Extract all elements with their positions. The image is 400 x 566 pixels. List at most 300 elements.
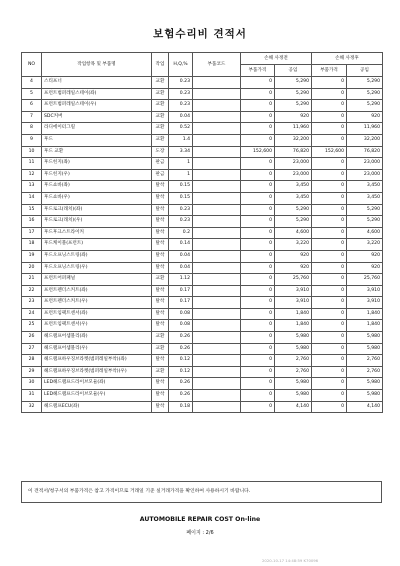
table-row	[22, 123, 383, 135]
cell-no: 14	[22, 192, 42, 204]
header-before: 손해 사정전	[241, 53, 312, 65]
estimate-rows	[22, 77, 383, 413]
cell-no: 25	[22, 320, 42, 332]
cell-no: 15	[22, 204, 42, 216]
table-row	[22, 320, 383, 332]
cell-code	[193, 355, 241, 367]
cell-no: 24	[22, 308, 42, 320]
cell-code	[193, 297, 241, 309]
cell-ap: 0	[312, 320, 347, 332]
cell-bl: 3,220	[275, 239, 312, 251]
cell-work: 도장	[152, 146, 169, 158]
cell-al: 76,820	[347, 146, 383, 158]
cell-bp: 0	[241, 274, 275, 286]
cell-bl: 920	[275, 111, 312, 123]
footer-brand: AUTOMOBILE REPAIR COST On-line	[139, 516, 261, 523]
cell-bp: 0	[241, 250, 275, 262]
header-before-labor: 공임	[275, 65, 312, 77]
cell-no: 22	[22, 285, 42, 297]
table-row	[22, 250, 383, 262]
cell-al: 3,450	[347, 192, 383, 204]
cell-ap: 152,600	[312, 146, 347, 158]
cell-name: 후드	[42, 134, 152, 146]
cell-code	[193, 158, 241, 170]
cell-no: 18	[22, 239, 42, 251]
cell-work: 교환	[152, 366, 169, 378]
cell-bp: 0	[241, 332, 275, 344]
cell-work: 교환	[152, 111, 169, 123]
cell-bl: 2,760	[275, 366, 312, 378]
cell-al: 5,290	[347, 216, 383, 228]
header-code: 부품코드	[193, 53, 241, 77]
cell-code	[193, 88, 241, 100]
print-stamp: 2020-10-17 14:48:59 K70096	[262, 558, 319, 563]
cell-al: 5,290	[347, 77, 383, 89]
cell-name: 프런트펜더스커트(좌)	[42, 285, 152, 297]
table-row	[22, 297, 383, 309]
cell-code	[193, 181, 241, 193]
cell-name: 프런트임팩트센서(좌)	[42, 308, 152, 320]
cell-bl: 4,600	[275, 227, 312, 239]
cell-bp: 0	[241, 297, 275, 309]
cell-hq: 0.17	[169, 297, 193, 309]
cell-al: 3,910	[347, 285, 383, 297]
cell-hq: 0.2	[169, 227, 193, 239]
cell-al: 920	[347, 250, 383, 262]
cell-no: 7	[22, 111, 42, 123]
cell-no: 29	[22, 366, 42, 378]
cell-bl: 1,840	[275, 320, 312, 332]
cell-work: 탈착	[152, 355, 169, 367]
cell-code	[193, 320, 241, 332]
cell-hq: 0.26	[169, 390, 193, 402]
cell-al: 3,220	[347, 239, 383, 251]
cell-bp: 0	[241, 355, 275, 367]
cell-work: 탈착	[152, 192, 169, 204]
cell-work: 탈착	[152, 204, 169, 216]
table-row	[22, 262, 383, 274]
cell-work: 교환	[152, 134, 169, 146]
cell-ap: 0	[312, 169, 347, 181]
cell-code	[193, 239, 241, 251]
cell-name: 후드후크스트라이커	[42, 227, 152, 239]
cell-ap: 0	[312, 204, 347, 216]
cell-bp: 0	[241, 378, 275, 390]
cell-code	[193, 366, 241, 378]
cell-bp: 0	[241, 158, 275, 170]
header-work: 작업	[152, 53, 169, 77]
cell-bp: 0	[241, 216, 275, 228]
cell-bp: 0	[241, 88, 275, 100]
cell-hq: 0.04	[169, 262, 193, 274]
cell-name: 후드힌지(좌)	[42, 158, 152, 170]
cell-work: 탈착	[152, 250, 169, 262]
cell-work: 교환	[152, 88, 169, 100]
cell-no: 12	[22, 169, 42, 181]
page-number: 페이지 : 2/6	[186, 530, 214, 536]
cell-al: 25,760	[347, 274, 383, 286]
cell-work: 교환	[152, 332, 169, 344]
cell-code	[193, 134, 241, 146]
cell-code	[193, 100, 241, 112]
cell-name: 프런트범퍼레일스테이(좌)	[42, 88, 152, 100]
cell-code	[193, 204, 241, 216]
cell-bp: 0	[241, 111, 275, 123]
cell-code	[193, 146, 241, 158]
cell-name: 후드케이블(프런트)	[42, 239, 152, 251]
cell-code	[193, 250, 241, 262]
cell-work: 탈착	[152, 262, 169, 274]
cell-al: 5,290	[347, 100, 383, 112]
cell-bp: 0	[241, 192, 275, 204]
cell-ap: 0	[312, 355, 347, 367]
cell-ap: 0	[312, 390, 347, 402]
cell-hq: 0.04	[169, 250, 193, 262]
header-no: NO	[22, 53, 42, 77]
cell-bl: 5,980	[275, 343, 312, 355]
cell-bl: 5,980	[275, 378, 312, 390]
table-row	[22, 192, 383, 204]
cell-work: 교환	[152, 274, 169, 286]
cell-name: 후드오프닝스트링(좌)	[42, 250, 152, 262]
cell-work: 탈착	[152, 401, 169, 413]
cell-name: SDC커버	[42, 111, 152, 123]
cell-al: 23,000	[347, 158, 383, 170]
cell-name: 헤드램프어셈블리(우)	[42, 343, 152, 355]
cell-ap: 0	[312, 297, 347, 309]
cell-al: 32,200	[347, 134, 383, 146]
cell-work: 탈착	[152, 297, 169, 309]
cell-al: 3,450	[347, 181, 383, 193]
cell-hq: 0.14	[169, 239, 193, 251]
cell-ap: 0	[312, 100, 347, 112]
header-item: 작업항목 및 부품명	[42, 53, 152, 77]
cell-ap: 0	[312, 181, 347, 193]
table-row	[22, 378, 383, 390]
cell-bl: 5,980	[275, 390, 312, 402]
cell-al: 4,140	[347, 401, 383, 413]
cell-code	[193, 401, 241, 413]
cell-code	[193, 123, 241, 135]
cell-name: 후드 교환	[42, 146, 152, 158]
cell-al: 5,980	[347, 332, 383, 344]
cell-work: 탈착	[152, 181, 169, 193]
cell-bp: 0	[241, 308, 275, 320]
cell-bp: 0	[241, 181, 275, 193]
cell-bl: 2,760	[275, 355, 312, 367]
cell-code	[193, 343, 241, 355]
cell-ap: 0	[312, 111, 347, 123]
cell-name: 프런트범퍼레일스테이(우)	[42, 100, 152, 112]
cell-hq: 0.04	[169, 111, 193, 123]
cell-hq: 0.23	[169, 216, 193, 228]
cell-bl: 11,960	[275, 123, 312, 135]
cell-al: 5,980	[347, 378, 383, 390]
cell-name: 후드힌지(우)	[42, 169, 152, 181]
cell-bl: 76,820	[275, 146, 312, 158]
cell-hq: 0.15	[169, 181, 193, 193]
cell-al: 3,910	[347, 297, 383, 309]
cell-hq: 0.23	[169, 77, 193, 89]
cell-no: 13	[22, 181, 42, 193]
cell-code	[193, 308, 241, 320]
table-row	[22, 308, 383, 320]
cell-code	[193, 77, 241, 89]
header-after: 손해 사정후	[312, 53, 383, 65]
cell-no: 23	[22, 297, 42, 309]
cell-name: 후드로크(래치)(우)	[42, 216, 152, 228]
cell-no: 32	[22, 401, 42, 413]
cell-bl: 3,450	[275, 192, 312, 204]
table-row	[22, 88, 383, 100]
cell-hq: 0.23	[169, 88, 193, 100]
cell-work: 탈착	[152, 227, 169, 239]
cell-work: 탈착	[152, 239, 169, 251]
cell-name: LED헤드램프드라이브모듈(좌)	[42, 378, 152, 390]
cell-ap: 0	[312, 274, 347, 286]
cell-ap: 0	[312, 378, 347, 390]
cell-ap: 0	[312, 401, 347, 413]
cell-code	[193, 227, 241, 239]
cell-hq: 1.12	[169, 274, 193, 286]
cell-bl: 5,290	[275, 77, 312, 89]
cell-al: 2,760	[347, 355, 383, 367]
cell-no: 28	[22, 355, 42, 367]
cell-bp: 0	[241, 390, 275, 402]
cell-no: 26	[22, 332, 42, 344]
cell-al: 5,980	[347, 390, 383, 402]
cell-name: 후드쇼바(우)	[42, 192, 152, 204]
cell-bp: 0	[241, 169, 275, 181]
cell-hq: 0.23	[169, 204, 193, 216]
cell-name: 후드오프닝스트링(우)	[42, 262, 152, 274]
cell-hq: 0.17	[169, 285, 193, 297]
cell-name: LED헤드램프드라이브모듈(우)	[42, 390, 152, 402]
cell-bl: 3,450	[275, 181, 312, 193]
table-row	[22, 111, 383, 123]
cell-name: 후드쇼바(좌)	[42, 181, 152, 193]
cell-code	[193, 285, 241, 297]
table-row	[22, 274, 383, 286]
cell-no: 31	[22, 390, 42, 402]
cell-ap: 0	[312, 250, 347, 262]
cell-name: 후드로크(래치)(좌)	[42, 204, 152, 216]
cell-bl: 25,760	[275, 274, 312, 286]
cell-no: 17	[22, 227, 42, 239]
table-row	[22, 169, 383, 181]
cell-hq: 0.08	[169, 320, 193, 332]
cell-work: 교환	[152, 100, 169, 112]
cell-bp: 0	[241, 320, 275, 332]
cell-al: 2,760	[347, 366, 383, 378]
table-row	[22, 366, 383, 378]
table-row	[22, 77, 383, 89]
cell-bp: 0	[241, 134, 275, 146]
cell-name: 스티프너	[42, 77, 152, 89]
cell-work: 교환	[152, 77, 169, 89]
cell-no: 8	[22, 123, 42, 135]
cell-hq: 1	[169, 158, 193, 170]
cell-code	[193, 390, 241, 402]
cell-ap: 0	[312, 285, 347, 297]
cell-bl: 5,980	[275, 332, 312, 344]
cell-hq: 0.26	[169, 332, 193, 344]
cell-no: 4	[22, 77, 42, 89]
cell-work: 탈착	[152, 378, 169, 390]
cell-hq: 0.08	[169, 308, 193, 320]
cell-work: 탈착	[152, 285, 169, 297]
cell-code	[193, 169, 241, 181]
cell-code	[193, 111, 241, 123]
table-row	[22, 390, 383, 402]
table-row	[22, 100, 383, 112]
cell-code	[193, 262, 241, 274]
cell-al: 5,290	[347, 204, 383, 216]
cell-bl: 1,840	[275, 308, 312, 320]
cell-no: 9	[22, 134, 42, 146]
cell-name: 헤드램프하우징브라켓(범퍼레일부착)(우)	[42, 366, 152, 378]
cell-bp: 0	[241, 366, 275, 378]
cell-no: 30	[22, 378, 42, 390]
cell-al: 5,980	[347, 343, 383, 355]
cell-no: 10	[22, 146, 42, 158]
cell-bl: 32,200	[275, 134, 312, 146]
cell-bp: 0	[241, 285, 275, 297]
table-row	[22, 355, 383, 367]
cell-ap: 0	[312, 227, 347, 239]
table-row	[22, 343, 383, 355]
cell-ap: 0	[312, 262, 347, 274]
cell-bl: 5,290	[275, 100, 312, 112]
cell-work: 탈착	[152, 320, 169, 332]
cell-name: 헤드램프하우징브라켓(범퍼레일부착)(좌)	[42, 355, 152, 367]
header-after-labor: 공임	[347, 65, 383, 77]
table-row	[22, 158, 383, 170]
cell-no: 19	[22, 250, 42, 262]
cell-hq: 3.34	[169, 146, 193, 158]
cell-ap: 0	[312, 308, 347, 320]
cell-hq: 0.12	[169, 366, 193, 378]
cell-hq: 0.23	[169, 100, 193, 112]
table-row	[22, 181, 383, 193]
cell-bl: 3,910	[275, 285, 312, 297]
cell-bp: 0	[241, 227, 275, 239]
cell-ap: 0	[312, 88, 347, 100]
cell-al: 5,290	[347, 88, 383, 100]
cell-bl: 920	[275, 250, 312, 262]
cell-al: 920	[347, 262, 383, 274]
cell-hq: 0.26	[169, 378, 193, 390]
cell-no: 16	[22, 216, 42, 228]
cell-ap: 0	[312, 216, 347, 228]
cell-bl: 4,140	[275, 401, 312, 413]
cell-work: 탈착	[152, 308, 169, 320]
cell-work: 교환	[152, 123, 169, 135]
cell-work: 교환	[152, 343, 169, 355]
cell-code	[193, 274, 241, 286]
table-row	[22, 134, 383, 146]
cell-no: 27	[22, 343, 42, 355]
cell-no: 5	[22, 88, 42, 100]
cell-ap: 0	[312, 332, 347, 344]
cell-hq: 1.4	[169, 134, 193, 146]
cell-hq: 0.15	[169, 192, 193, 204]
cell-bl: 23,000	[275, 169, 312, 181]
cell-bp: 0	[241, 204, 275, 216]
table-row	[22, 332, 383, 344]
cell-name: 헤드램프어셈블리(좌)	[42, 332, 152, 344]
cell-work: 탈착	[152, 390, 169, 402]
cell-name: 프런트임팩트센서(우)	[42, 320, 152, 332]
cell-bl: 23,000	[275, 158, 312, 170]
cell-bp: 0	[241, 262, 275, 274]
cell-no: 20	[22, 262, 42, 274]
cell-hq: 0.18	[169, 401, 193, 413]
table-row	[22, 285, 383, 297]
cell-al: 11,960	[347, 123, 383, 135]
cell-bp: 0	[241, 100, 275, 112]
table-row	[22, 146, 383, 158]
cell-al: 1,840	[347, 308, 383, 320]
cell-bp: 0	[241, 77, 275, 89]
cell-code	[193, 378, 241, 390]
header-before-part-price: 부품가격	[241, 65, 275, 77]
cell-ap: 0	[312, 134, 347, 146]
cell-work: 판금	[152, 169, 169, 181]
cell-no: 21	[22, 274, 42, 286]
cell-no: 11	[22, 158, 42, 170]
cell-no: 6	[22, 100, 42, 112]
cell-name: 헤드램프ECU(좌)	[42, 401, 152, 413]
document-title: 보험수리비 견적서	[153, 28, 247, 40]
cell-code	[193, 216, 241, 228]
cell-al: 1,840	[347, 320, 383, 332]
table-row	[22, 227, 383, 239]
cell-work: 탈착	[152, 216, 169, 228]
cell-bl: 5,290	[275, 204, 312, 216]
cell-hq: 0.26	[169, 343, 193, 355]
cell-hq: 0.12	[169, 355, 193, 367]
estimate-table	[21, 52, 383, 413]
cell-work: 판금	[152, 158, 169, 170]
cell-al: 4,600	[347, 227, 383, 239]
cell-bl: 920	[275, 262, 312, 274]
cell-ap: 0	[312, 343, 347, 355]
notice-box: 이 견적서/청구서의 부품가격은 참고 가격이므로 거래일 기준 실거래가격을 확인하여 사용하시기 바랍니다.	[21, 481, 382, 503]
header-hq: H,Q,%	[169, 53, 193, 77]
cell-ap: 0	[312, 77, 347, 89]
header-after-part-price: 부품가격	[312, 65, 347, 77]
header-row-1	[22, 53, 383, 65]
cell-al: 23,000	[347, 169, 383, 181]
table-row	[22, 239, 383, 251]
cell-code	[193, 192, 241, 204]
cell-bl: 3,910	[275, 297, 312, 309]
cell-hq: 0.52	[169, 123, 193, 135]
cell-ap: 0	[312, 158, 347, 170]
cell-bp: 0	[241, 401, 275, 413]
cell-bp: 0	[241, 123, 275, 135]
cell-bp: 152,600	[241, 146, 275, 158]
cell-al: 920	[347, 111, 383, 123]
cell-name: 라디에이터그릴	[42, 123, 152, 135]
table-row	[22, 401, 383, 413]
cell-ap: 0	[312, 366, 347, 378]
cell-code	[193, 332, 241, 344]
table-row	[22, 204, 383, 216]
table-row	[22, 216, 383, 228]
cell-ap: 0	[312, 239, 347, 251]
